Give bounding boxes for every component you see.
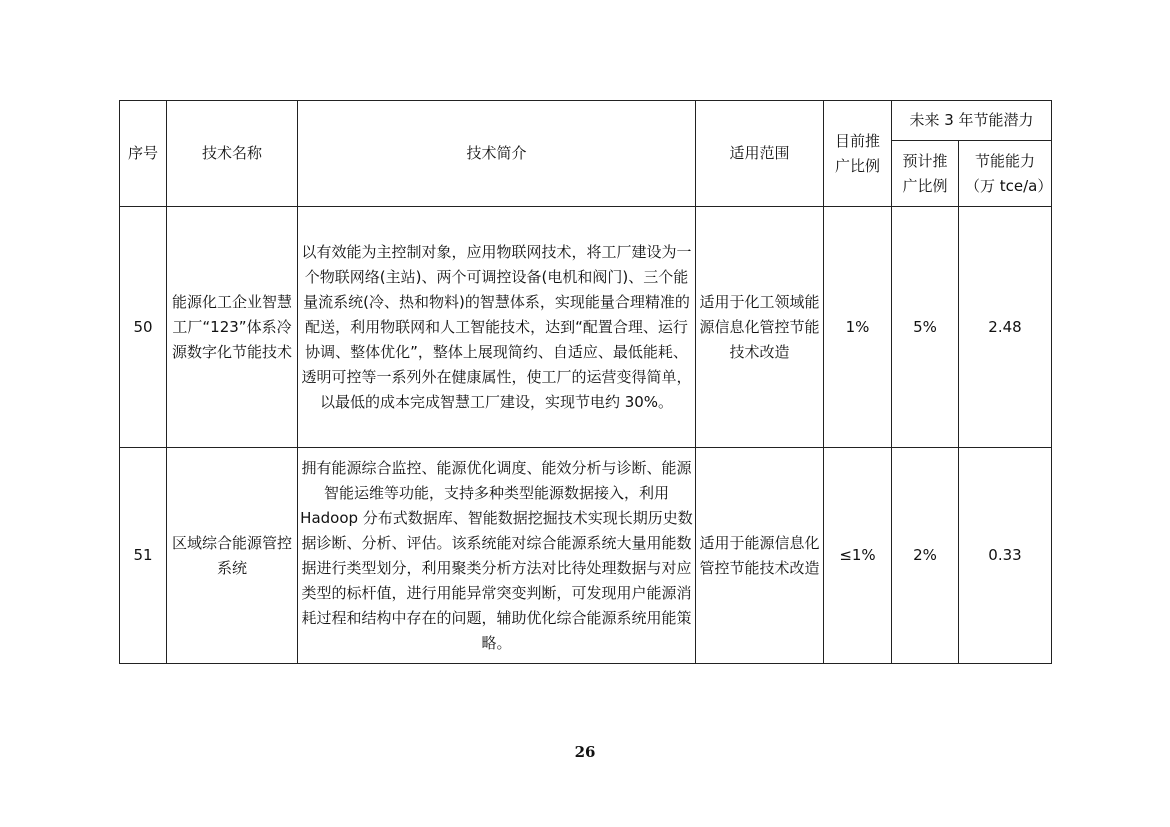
header-name: 技术名称 [167,101,298,207]
row-expected-ratio: 2% [892,448,959,664]
page-number: 26 [574,743,596,761]
header-future-group: 未来 3 年节能潜力 [892,101,1052,141]
table-row [120,448,1052,664]
row-intro: 以有效能为主控制对象，应用物联网技术，将工厂建设为一个物联网络(主站)、两个可调控设备(电机和阀门)、三个能量流系统(冷、热和物料)的智慧体系，实现能量合理精准的配送，利用物联网和人工智能技术，达到“配置合理、运行协调、整体优化”，整体上展现简约、自适应、最低能耗、透明可控等一系列外在健康属性，使工厂的运营变得简单，以最低的成本完成智慧工厂建设，实现节电约 30%。 [298,207,696,448]
header-expected-ratio: 预计推广比例 [892,141,959,207]
row-name: 能源化工企业智慧工厂“123”体系冷源数字化节能技术 [167,207,298,448]
header-current-ratio: 目前推广比例 [824,101,892,207]
row-current-ratio: 1% [824,207,892,448]
row-seq: 50 [120,207,167,448]
row-expected-ratio: 5% [892,207,959,448]
header-seq: 序号 [120,101,167,207]
table-row [120,207,1052,448]
row-current-ratio: ≤1% [824,448,892,664]
row-saving-capacity: 2.48 [959,207,1052,448]
row-seq: 51 [120,448,167,664]
row-saving-capacity: 0.33 [959,448,1052,664]
row-scope: 适用于能源信息化管控节能技术改造 [696,448,824,664]
row-scope: 适用于化工领域能源信息化管控节能技术改造 [696,207,824,448]
header-saving-capacity: 节能能力（万 tce/a） [959,141,1052,207]
row-name: 区域综合能源管控系统 [167,448,298,664]
energy-tech-table [119,100,1052,664]
header-intro: 技术简介 [298,101,696,207]
header-scope: 适用范围 [696,101,824,207]
row-intro: 拥有能源综合监控、能源优化调度、能效分析与诊断、能源智能运维等功能，支持多种类型能源数据接入，利用 Hadoop 分布式数据库、智能数据挖掘技术实现长期历史数据诊断、分析、评估。该系统能对综合能源系统大量用能数据进行类型划分，利用聚类分析方法对比待处理数据与对应类型的标杆值，进行用能异常突变判断，可发现用户能源消耗过程和结构中存在的问题，辅助优化综合能源系统用能策略。 [298,448,696,664]
header-row [120,101,1052,141]
